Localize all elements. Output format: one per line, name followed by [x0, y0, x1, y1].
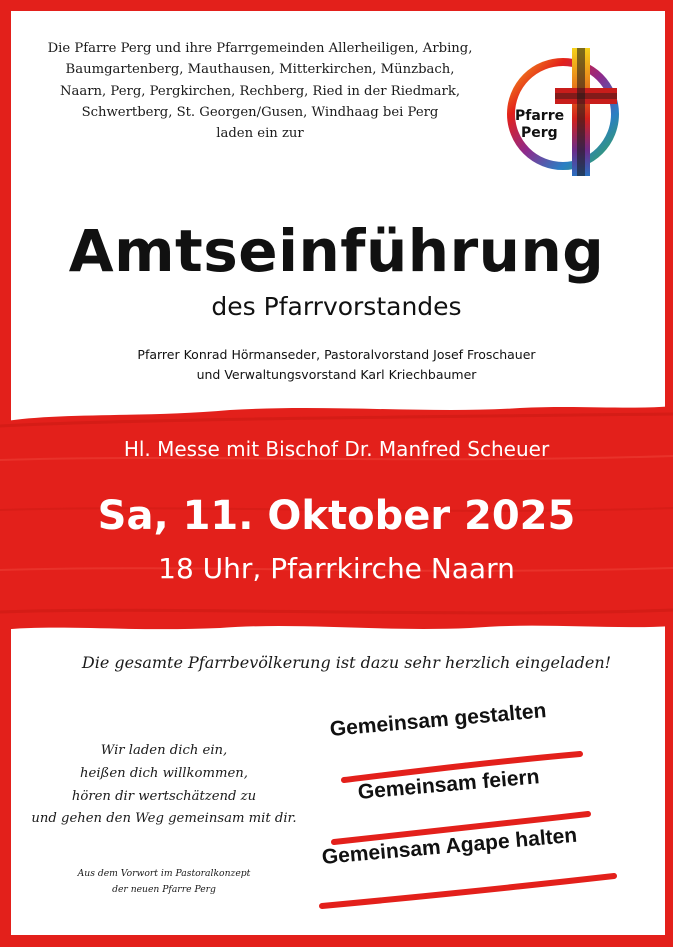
welcome-quote: [14, 740, 314, 831]
intro-line: Baumgartenberg, Mauthausen, Mitterkirchen, Münzbach,: [65, 62, 455, 78]
slogan-underline-3: [318, 868, 618, 914]
logo-line1: Pfarre: [515, 108, 565, 124]
mass-info: Hl. Messe mit Bischof Dr. Manfred Scheuer: [123, 437, 550, 461]
slogan-feiern: Gemeinsam feiern: [356, 765, 541, 804]
pfarre-perg-logo: [505, 38, 625, 188]
quote-source: [14, 866, 314, 898]
persons-text: [0, 345, 673, 385]
source-line: der neuen Pfarre Perg: [112, 884, 216, 895]
intro-line: Schwertberg, St. Georgen/Gusen, Windhaag bei Perg: [81, 104, 439, 120]
intro-line: Naarn, Perg, Pergkirchen, Rechberg, Ried in der Riedmark,: [59, 83, 461, 99]
intro-line: laden ein zur: [216, 126, 304, 142]
welcome-line: hören dir wertschätzend zu: [71, 788, 257, 804]
slogan-agape: Gemeinsam Agape halten: [320, 823, 578, 869]
intro-text: [24, 38, 496, 144]
slogan-gestalten: Gemeinsam gestalten: [328, 699, 548, 741]
persons-line: Pfarrer Konrad Hörmanseder, Pastoralvorstand Josef Froschauer: [137, 347, 536, 362]
source-line: Aus dem Vorwort im Pastoralkonzept: [77, 868, 251, 879]
intro-line: Die Pfarre Perg und ihre Pfarrgemeinden Allerheiligen, Arbing,: [47, 41, 473, 56]
welcome-line: heißen dich willkommen,: [80, 765, 248, 781]
invitation-text: Die gesamte Pfarrbevölkerung ist dazu sehr herzlich eingeladen!: [81, 653, 612, 672]
logo-line2: Perg: [521, 125, 558, 141]
page-title: Amtseinführung: [68, 217, 605, 285]
welcome-line: Wir laden dich ein,: [100, 743, 228, 758]
event-time-place: 18 Uhr, Pfarrkirche Naarn: [158, 552, 515, 585]
page-subtitle: des Pfarrvorstandes: [211, 292, 462, 321]
event-date: Sa, 11. Oktober 2025: [97, 493, 576, 539]
welcome-line: und gehen den Weg gemeinsam mit dir.: [31, 811, 297, 827]
persons-line: und Verwaltungsvorstand Karl Kriechbaumer: [196, 367, 477, 382]
